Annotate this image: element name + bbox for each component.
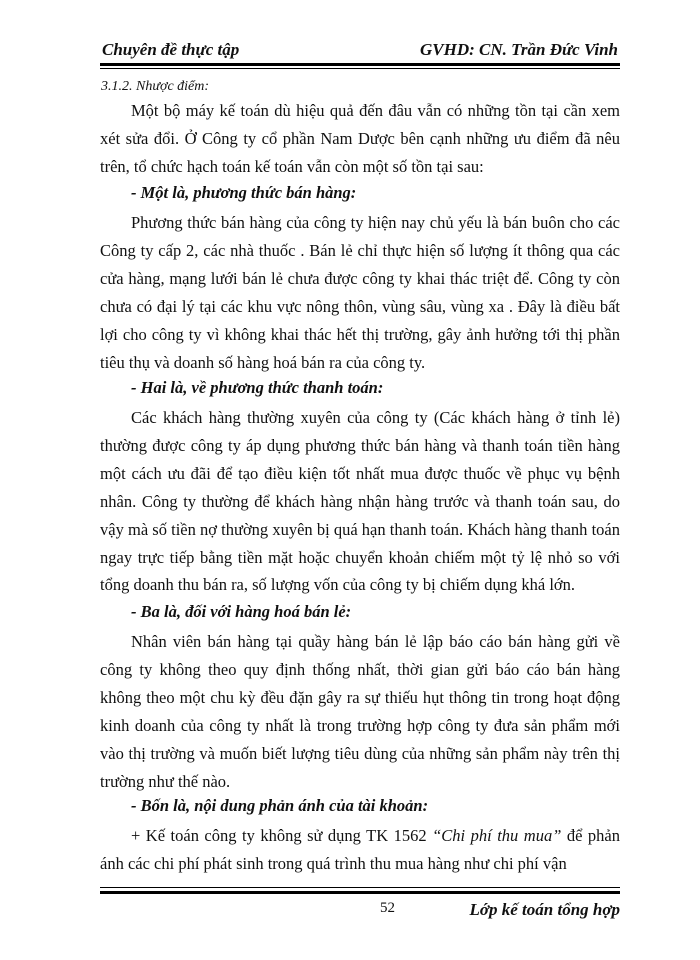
intro-paragraph: Một bộ máy kế toán dù hiệu quả đến đâu vẫn có những tồn tại cần xem xét sửa đổi. Ở Công ty cổ phần Nam Dược bên cạnh những ưu điểm đã nêu trên, tổ chức hạch toán kế toán vẫn còn một số tồn tại sau: — [100, 101, 620, 176]
paragraph-4-quote: “Chi phí thu mua” — [432, 826, 562, 845]
paragraph-4 — [100, 822, 620, 878]
paragraph-2: Các khách hàng thường xuyên của công ty (Các khách hàng ở tỉnh lẻ) thường được công ty áp dụng phương thức bán hàng và thanh toán tiền hàng một cách ưu đãi để tạo điều kiện tốt nhất mua được thuốc về phục vụ bệnh nhân. Công ty thường để khách hàng nhận hàng trước và thanh toán sau, do vậy mà số tiền nợ thường xuyên bị quá hạn thanh toán. Khách hàng thanh toán ngay trực tiếp bằng tiền mặt hoặc chuyển khoản chiếm một tỷ lệ nhỏ so với tổng doanh thu bán ra, số lượng vốn của công ty bị chiếm dụng khá lớn. — [100, 408, 620, 595]
footer-rule-thin — [100, 887, 620, 888]
subheading-3: - Ba là, đối với hàng hoá bán lẻ: — [131, 602, 352, 621]
paragraph-4-text-b: để phản ánh các chi phí phát sinh trong quá trình thu mua hàng như chi phí vận — [100, 826, 621, 873]
footer-class-name: Lớp kế toán tổng hợp — [469, 900, 620, 919]
header-title: Chuyên đề thực tập — [102, 40, 240, 59]
header-rule-thin — [100, 68, 620, 69]
subheading-1: - Một là, phương thức bán hàng: — [131, 183, 357, 202]
paragraph-4-text-a: + Kế toán công ty không sử dụng TK 1562 — [131, 826, 433, 845]
page-number: 52 — [380, 900, 395, 916]
section-heading: 3.1.2. Nhược điểm: — [101, 79, 210, 94]
subheading-4: - Bốn là, nội dung phản ánh của tài khoản: — [131, 796, 429, 815]
footer-rule-thick — [100, 891, 620, 894]
paragraph-1: Phương thức bán hàng của công ty hiện nay chủ yếu là bán buôn cho các Công ty cấp 2, các nhà thuốc . Bán lẻ chỉ thực hiện số lượng ít thông qua các cửa hàng, mạng lưới bán lẻ chưa được công ty khai thác triệt để. Công ty còn chưa có đại lý tại các khu vực nông thôn, vùng sâu, vùng xa . Đây là điều bất lợi cho công ty vì không khai thác hết thị trường, gây ảnh hưởng tới thị phần tiêu thụ và doanh số hàng hoá bán ra của công ty. — [100, 213, 620, 372]
subheading-2: - Hai là, về phương thức thanh toán: — [131, 378, 384, 397]
header-advisor: GVHD: CN. Trần Đức Vinh — [419, 40, 618, 59]
header-rule-thick — [100, 63, 620, 66]
paragraph-3: Nhân viên bán hàng tại quầy hàng bán lẻ lập báo cáo bán hàng gửi về công ty không theo quy định thống nhất, thời gian gửi báo cáo bán hàng không theo một chu kỳ đều đặn gây ra sự thiếu hụt thông tin trong hoạt động kinh doanh của công ty nhất là trong trường hợp công ty đưa sản phẩm mới vào thị trường và muốn biết lượng tiêu dùng của những sản phẩm này trên thị trường như thế nào. — [100, 632, 620, 791]
page-header — [100, 40, 620, 64]
